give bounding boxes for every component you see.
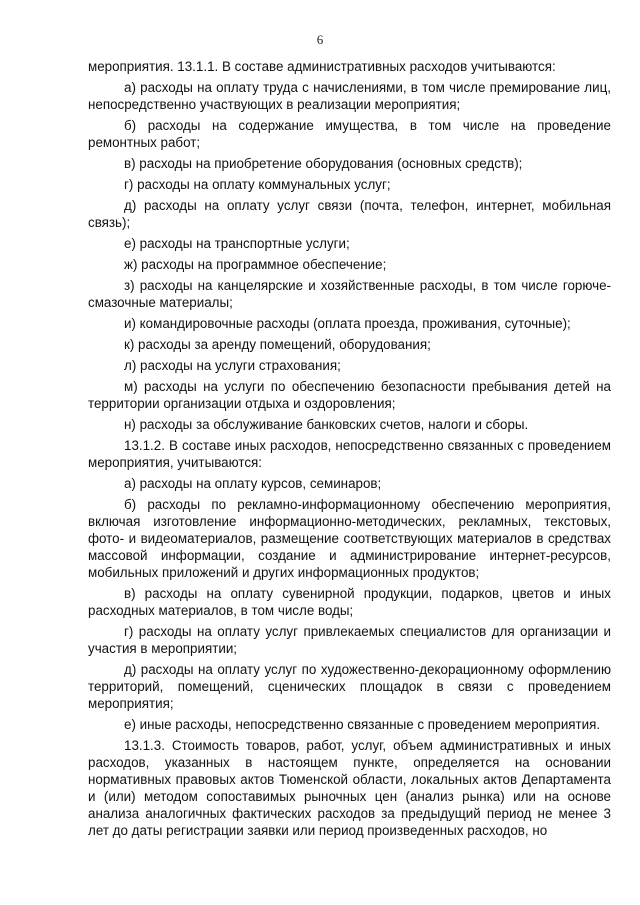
document-body [88, 58, 611, 839]
paragraph-item-v-equipment: в) расходы на приобретение оборудования (основных средств); [124, 156, 523, 171]
paragraph-13-1-2-intro: 13.1.2. В составе иных расходов, непосредственно связанных с проведением мероприятия, учитываются: [88, 438, 611, 470]
paragraph-item-a-courses: а) расходы на оплату курсов, семинаров; [124, 476, 382, 491]
paragraph-item-b-property: б) расходы на содержание имущества, в том числе на проведение ремонтных работ; [88, 118, 611, 150]
paragraph-item-g-specialists: г) расходы на оплату услуг привлекаемых специалистов для организации и участия в мероприятии; [88, 624, 611, 656]
paragraph-item-e-other: е) иные расходы, непосредственно связанные с проведением мероприятия. [124, 717, 601, 732]
paragraph-item-a-labor: а) расходы на оплату труда с начислениями, в том числе премирование лиц, непосредственно участвующих в реализации мероприятия; [88, 80, 611, 112]
paragraph-item-k-rent: к) расходы за аренду помещений, оборудования; [124, 337, 431, 352]
paragraph-item-z-office-supplies: з) расходы на канцелярские и хозяйственные расходы, в том числе горюче-смазочные материалы; [88, 278, 611, 310]
paragraph-item-zh-software: ж) расходы на программное обеспечение; [124, 257, 387, 272]
paragraph-item-m-security: м) расходы на услуги по обеспечению безопасности пребывания детей на территории организации отдыха и оздоровления; [88, 379, 611, 411]
paragraph-item-d-decoration: д) расходы на оплату услуг по художественно-декорационному оформлению территорий, помещений, сценических площадок в связи с проведением мероприятия; [88, 662, 611, 711]
paragraph-item-n-banking: н) расходы за обслуживание банковских счетов, налоги и сборы. [124, 417, 529, 432]
page-number: 6 [316, 32, 324, 47]
paragraph-item-l-insurance: л) расходы на услуги страхования; [124, 358, 341, 373]
paragraph-13-1-1-intro: мероприятия. 13.1.1. В составе административных расходов учитываются: [88, 59, 556, 74]
paragraph-item-v-souvenirs: в) расходы на оплату сувенирной продукции, подарков, цветов и иных расходных материалов, в том числе воды; [88, 586, 611, 618]
paragraph-item-d-communication: д) расходы на оплату услуг связи (почта, телефон, интернет, мобильная связь); [88, 198, 611, 230]
paragraph-item-g-utilities: г) расходы на оплату коммунальных услуг; [124, 177, 391, 192]
paragraph-13-1-3-cost: 13.1.3. Стоимость товаров, работ, услуг, объем административных и иных расходов, указанных в настоящем пункте, определяется на основании нормативных правовых актов Тюменской области, локальных актов Департамента и (или) методом сопоставимых рыночных цен (анализ рынка) или на основе анализа аналогичных фактических расходов за предыдущий период не менее 3 лет до даты регистрации заявки или период произведенных расходов, но [88, 738, 611, 838]
paragraph-item-b-advertising: б) расходы по рекламно-информационному обеспечению мероприятия, включая изготовление информационно-методических, рекламных, текстовых, фото- и видеоматериалов, размещение соответствующих материалов в средствах массовой информации, создание и администрирование интернет-ресурсов, мобильных приложений и других информационных продуктов; [88, 497, 611, 580]
paragraph-item-i-travel: и) командировочные расходы (оплата проезда, проживания, суточные); [124, 316, 571, 331]
paragraph-item-e-transport: е) расходы на транспортные услуги; [124, 236, 350, 251]
